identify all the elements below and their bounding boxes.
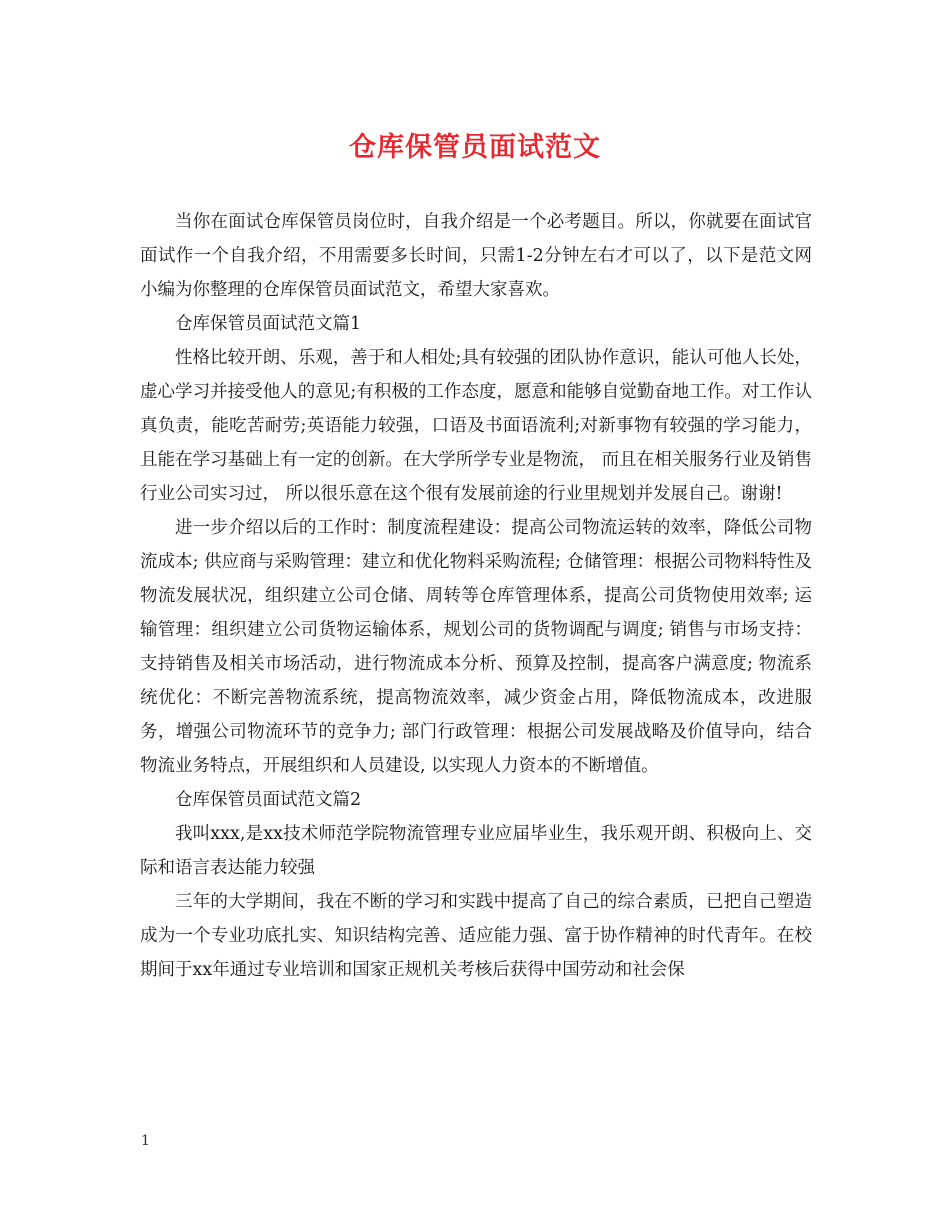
page-title: 仓库保管员面试范文 — [349, 132, 601, 163]
paragraph-work-plan: 进一步介绍以后的工作时：制度流程建设：提高公司物流运转的效率，降低公司物流成本; 供应商与采购管理：建立和优化物料采购流程; 仓储管理：根据公司物料特性及物流发展状况，组织建立公司仓储、周转等仓库管理体系，提高公司货物使用效率; 运输管理：组织建立公司货物运输体系，规划公司的货物调配与调度; 销售与市场支持：支持销售及相关市场活动，进行物流成本分析、预算及控制，提高客户满意度; 物流系统优化：不断完善物流系统，提高物流效率，减少资金占用，降低物流成本，改进服务，增强公司物流环节的竞争力; 部门行政管理：根据公司发展战略及价值导向，结合物流业务特点，开展组织和人员建设, 以实现人力资本的不断增值。 — [140, 518, 812, 776]
paragraph-intro: 当你在面试仓库保管员岗位时，自我介绍是一个必考题目。所以，你就要在面试官面试作一个自我介绍，不用需要多长时间，只需1-2分钟左右才可以了，以下是范文网小编为你整理的仓库保管员面试范文，希望大家喜欢。 — [140, 212, 812, 300]
section-heading-1: 仓库保管员面试范文篇1 — [175, 314, 362, 334]
paragraph-self-intro: 我叫xxx,是xx技术师范学院物流管理专业应届毕业生，我乐观开朗、积极向上、交际和语言表达能力较强 — [140, 824, 812, 878]
page-number: 1 — [141, 1133, 150, 1149]
document-body — [140, 205, 812, 987]
section-heading-2: 仓库保管员面试范文篇2 — [175, 790, 362, 810]
paragraph-personality: 性格比较开朗、乐观，善于和人相处;具有较强的团队协作意识，能认可他人长处，虚心学习并接受他人的意见;有积极的工作态度，愿意和能够自觉勤奋地工作。对工作认真负责，能吃苦耐劳;英语能力较强，口语及书面语流利;对新事物有较强的学习能力，且能在学习基础上有一定的创新。在大学所学专业是物流， 而且在相关服务行业及销售行业公司实习过， 所以很乐意在这个很有发展前途的行业里规划并发展自己。谢谢! — [140, 348, 812, 504]
paragraph-college: 三年的大学期间，我在不断的学习和实践中提高了自己的综合素质，已把自己塑造成为一个专业功底扎实、知识结构完善、适应能力强、富于协作精神的时代青年。在校期间于xx年通过专业培训和国家正规机关考核后获得中国劳动和社会保 — [140, 892, 812, 980]
